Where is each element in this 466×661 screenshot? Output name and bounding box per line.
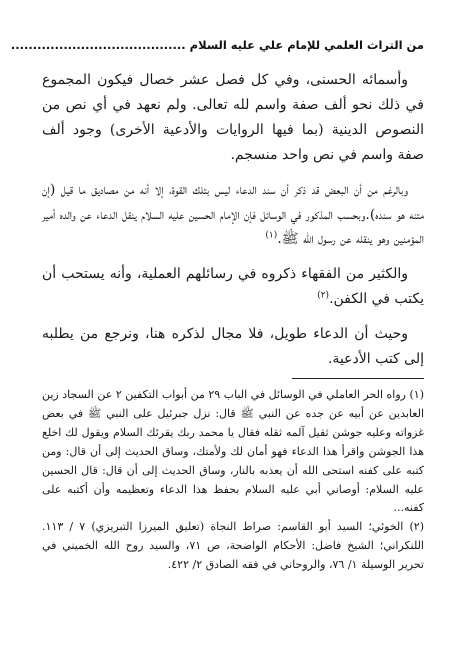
paragraph-3-text: والكثير من الفقهاء ذكروه في رسائلهم العملية، وأنه يستحب أن يكتب في الكفن.	[42, 266, 424, 308]
paragraph-2-text: وبالرغم من أن البعض قد ذكر أن سند الدعاء ليس بتلك القوة، إلا أنه من مصاديق ما قيل (إن متنه هو سنده).وبحسب المذكور في الوسائل فإن الإمام الحسين عليه السلام ينقل الدعاء عن والده أمير المؤمنين وهو ينقله عن رسول الله ﷺ.	[42, 181, 424, 248]
paragraph-3	[42, 262, 424, 312]
header-title: من التراث العلمي للإمام علي عليه السلام	[189, 38, 424, 52]
running-header	[10, 38, 424, 52]
footnotes	[42, 386, 424, 575]
footnote-1: (١) رواه الحر العاملي في الوسائل في الباب ٢٩ من أبواب التكفين ٢ عن السجاد زين العابدين عن أبيه عن جده عن النبي ﷺ قال: نزل جبرئيل على النبي ﷺ في بعض غزواته وعليه جوشن ثقيل آلمه ثقله فقال يا محمد ربك يقرئك السلام ويقول لك اخلع هذا الجوشن واقرأ هذا الدعاء فهو أمان لك ولأمتك، وساق الحديث إلى أن قال: ومن كتبه على كفنه استحى الله أن يعذبه بالنار، وساق الحديث إلى أن قال: قال الحسين عليه السلام: أوصاني أبي عليه السلام بحفظ هذا الدعاء وتعظيمه وأن أكتبه على كفنه...	[42, 388, 424, 515]
paragraph-1: وأسمائه الحسنى، وفي كل فصل عشر خصال فيكون المجموع في ذلك نحو ألف صفة واسم لله تعالى. ولم نعهد في أي نص من النصوص الدينية (بما فيها الروايات والأدعية الأخرى) وجود ألف صفة واسم في نص واحد منسجم.	[42, 72, 424, 163]
header-dots: ........................................	[10, 38, 186, 52]
paragraph-4: وحيث أن الدعاء طويل، فلا مجال لذكره هنا، ونرجع من يطلبه إلى كتب الأدعية.	[42, 326, 424, 368]
footnote-ref-1[interactable]: (١)	[265, 230, 278, 241]
footnote-ref-2[interactable]: (٢)	[317, 290, 330, 301]
header-separator	[0, 38, 1, 52]
paragraph-2	[42, 178, 424, 253]
main-text	[42, 68, 424, 382]
footnote-2: (٢) الخوئي؛ السيد أبو القاسم: صراط النجاة (تعليق الميرزا التبريزي) ٧ / ١١٣. اللنكراني؛ الشيخ فاضل: الأحكام الواضحة، ص ٧١، والسيد روح الله الخميني في تحرير الوسيلة ١/ ٧٦، والروحاني في فقه الصادق ٢/ ٤٢٢.	[42, 520, 425, 572]
footnote-divider	[292, 378, 424, 379]
